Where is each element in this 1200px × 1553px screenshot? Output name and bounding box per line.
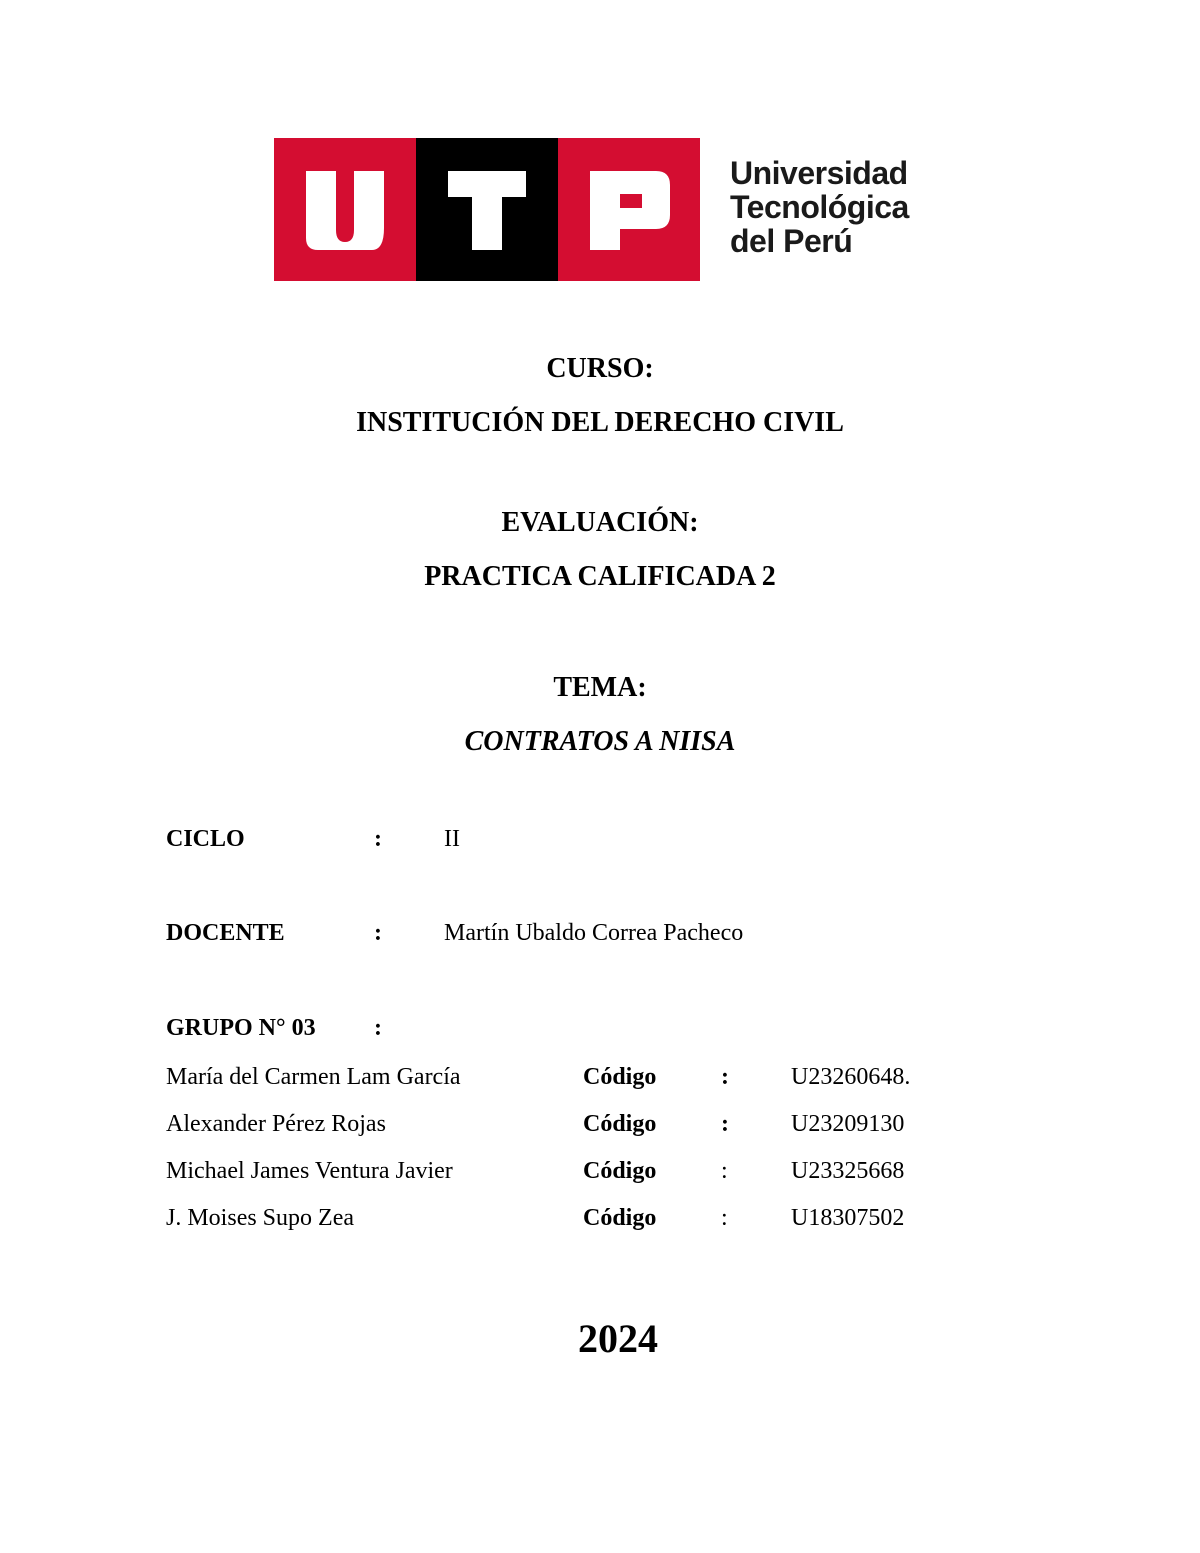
member-name: Michael James Ventura Javier — [166, 1158, 453, 1184]
logo-wordmark — [730, 156, 909, 258]
member-code-label: Código — [583, 1111, 657, 1137]
evaluacion-value: PRACTICA CALIFICADA 2 — [424, 561, 776, 592]
member-code: U23260648. — [791, 1064, 911, 1090]
docente-label: DOCENTE — [166, 920, 285, 946]
evaluacion-label: EVALUACIÓN: — [501, 507, 699, 538]
member-name: María del Carmen Lam García — [166, 1064, 461, 1090]
logo-line-1: Universidad — [730, 155, 908, 191]
member-name: J. Moises Supo Zea — [166, 1205, 354, 1231]
letter-p-icon — [558, 138, 700, 281]
logo-line-2: Tecnológica — [730, 189, 909, 225]
docente-value: Martín Ubaldo Correa Pacheco — [444, 920, 744, 946]
logo-line-3: del Perú — [730, 223, 853, 259]
logo-block-p — [558, 138, 700, 281]
ciclo-separator: : — [374, 826, 382, 852]
member-name: Alexander Pérez Rojas — [166, 1111, 386, 1137]
member-separator: : — [721, 1158, 728, 1184]
curso-value: INSTITUCIÓN DEL DERECHO CIVIL — [356, 407, 844, 438]
member-separator: : — [721, 1064, 729, 1090]
tema-value: CONTRATOS A NIISA — [464, 726, 736, 757]
member-separator: : — [721, 1111, 729, 1137]
tema-label: TEMA: — [553, 672, 647, 703]
member-code-label: Código — [583, 1158, 657, 1184]
member-code: U18307502 — [791, 1205, 905, 1231]
curso-label: CURSO: — [546, 353, 654, 384]
letter-t-icon — [416, 138, 558, 281]
letter-u-icon — [274, 138, 416, 281]
logo-block-t — [416, 138, 558, 281]
docente-separator: : — [374, 920, 382, 946]
member-code: U23209130 — [791, 1111, 905, 1137]
ciclo-label: CICLO — [166, 826, 245, 852]
member-code-label: Código — [583, 1205, 657, 1231]
grupo-separator: : — [374, 1015, 382, 1041]
university-logo — [274, 138, 934, 281]
year: 2024 — [578, 1316, 658, 1361]
member-code-label: Código — [583, 1064, 657, 1090]
ciclo-value: II — [444, 826, 460, 852]
member-code: U23325668 — [791, 1158, 905, 1184]
logo-block-u — [274, 138, 416, 281]
member-separator: : — [721, 1205, 728, 1231]
grupo-label: GRUPO N° 03 — [166, 1015, 316, 1041]
